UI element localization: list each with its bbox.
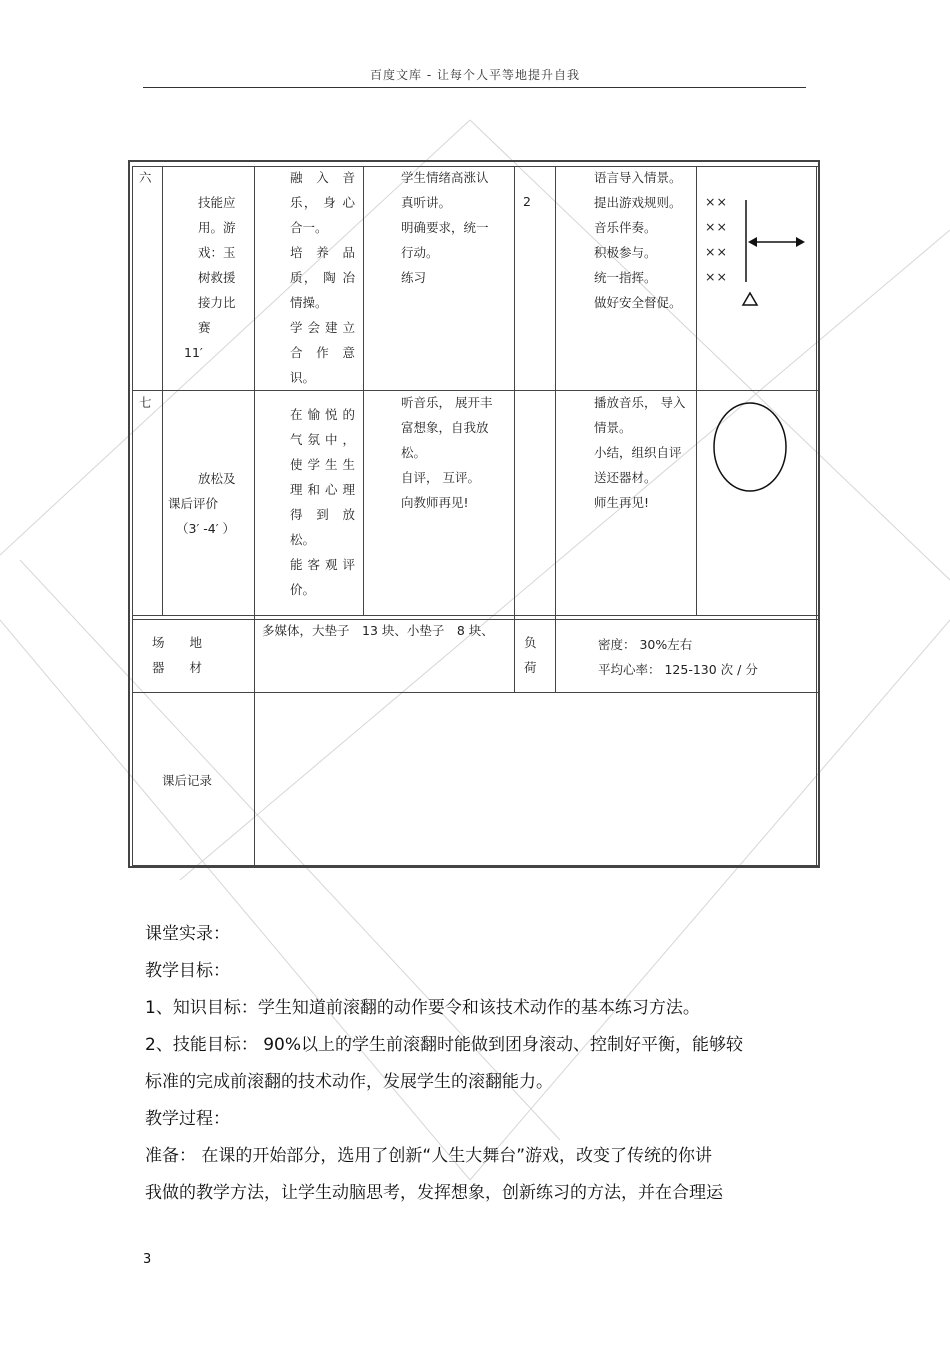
- text-line: 培 养 品: [290, 245, 355, 260]
- text-line: 气 氛 中 ，: [290, 432, 355, 447]
- row6-index: 六: [139, 170, 152, 185]
- row6-content: [178, 190, 248, 365]
- col-divider: [254, 166, 255, 693]
- body-line: 1、知识目标：学生知道前滚翻的动作要令和该技术动作的基本练习方法。: [145, 998, 700, 1018]
- circle-formation: [714, 403, 786, 491]
- row6-student: [401, 165, 489, 290]
- load-label-1: 负: [524, 635, 537, 650]
- text-line: 明确要求，统一: [401, 220, 489, 235]
- student-marks: ××: [705, 219, 728, 234]
- text-line: 乐， 身 心: [290, 195, 355, 210]
- header-rule: [143, 87, 806, 88]
- row7-index: 七: [139, 395, 152, 410]
- row6-count: 2: [523, 194, 531, 209]
- row7-teacher: [594, 390, 685, 515]
- col-divider: [254, 692, 255, 866]
- teacher-triangle-icon: [743, 293, 757, 305]
- col-divider: [816, 166, 817, 866]
- student-marks: ××: [705, 269, 728, 284]
- page-number: 3: [143, 1252, 152, 1267]
- text-line: 学生情绪高涨认: [401, 170, 489, 185]
- body-line: 课堂实录：: [145, 924, 230, 944]
- row7-student: [401, 390, 492, 515]
- lesson-plan-table: [128, 160, 820, 868]
- text-line: 自评， 互评。: [401, 470, 480, 485]
- row-divider: [132, 865, 818, 866]
- col-divider: [514, 166, 515, 693]
- circle-formation-diagram: [710, 400, 790, 495]
- equipment-label-1: 场 地: [152, 635, 203, 650]
- arrow-left-head: [748, 237, 757, 247]
- text-line: 合 作 意: [290, 345, 355, 360]
- row6-teacher: [594, 165, 682, 315]
- text-line: 接力比: [198, 295, 236, 310]
- text-line: 音乐伴奏。: [594, 220, 657, 235]
- body-line: 标准的完成前滚翻的技术动作，发展学生的滚翻能力。: [145, 1072, 553, 1092]
- text-line: 融 入 音: [290, 170, 355, 185]
- text-line: 做好安全督促。: [594, 295, 682, 310]
- text-line: 真听讲。: [401, 195, 452, 210]
- text-line: 松。: [290, 532, 316, 547]
- text-line: 向教师再见!: [401, 495, 469, 510]
- row-divider: [132, 692, 818, 693]
- text-line: 语言导入情景。: [594, 170, 682, 185]
- row7-goals: [290, 402, 355, 602]
- text-line: 情操。: [290, 295, 328, 310]
- text-line: 11′: [184, 345, 203, 360]
- equipment-label-2: 器 材: [152, 660, 203, 675]
- text-line: 合一。: [290, 220, 328, 235]
- text-line: 松。: [401, 445, 427, 460]
- text-line: 小结，组织自评: [594, 445, 682, 460]
- text-line: 播放音乐， 导入: [594, 395, 686, 410]
- text-line: 价。: [290, 582, 316, 597]
- body-line: 我做的教学方法，让学生动脑思考，发挥想象，创新练习的方法，并在合理运: [145, 1183, 723, 1203]
- text-line: 积极参与。: [594, 245, 657, 260]
- student-marks: ××: [705, 194, 728, 209]
- text-line: 赛: [198, 320, 211, 335]
- body-line: 教学目标：: [145, 961, 230, 981]
- text-line: 富想象，自我放: [401, 420, 489, 435]
- text-line: 得 到 放: [290, 507, 355, 522]
- text-line: 情景。: [594, 420, 632, 435]
- body-line: 教学过程：: [145, 1109, 230, 1129]
- row-divider: [132, 615, 818, 616]
- text-line: 统一指挥。: [594, 270, 657, 285]
- col-divider: [162, 166, 163, 616]
- text-line: 学 会 建 立: [290, 320, 355, 335]
- text-line: 树救援: [198, 270, 236, 285]
- text-line: 戏：玉: [198, 245, 236, 260]
- text-line: 练习: [401, 270, 427, 285]
- text-line: 技能应: [198, 195, 236, 210]
- text-line: 能 客 观 评: [290, 557, 355, 572]
- col-divider: [696, 166, 697, 616]
- text-line: 用。游: [198, 220, 236, 235]
- text-line: 课后评价: [168, 496, 219, 511]
- equipment-value: 多媒体，大垫子 13 块、小垫子 8 块、: [262, 623, 494, 638]
- text-line: 行动。: [401, 245, 439, 260]
- text-line: 师生再见!: [594, 495, 650, 510]
- row6-goals: [290, 165, 355, 390]
- col-divider: [555, 166, 556, 693]
- text-line: 识。: [290, 370, 316, 385]
- text-line: 理 和 心 理: [290, 482, 355, 497]
- student-marks: ××: [705, 244, 728, 259]
- heart-rate-value: 平均心率： 125-130 次 / 分: [598, 662, 758, 677]
- text-line: 听音乐， 展开丰: [401, 395, 493, 410]
- row6-formation-marks: [705, 189, 728, 289]
- body-line: 准备： 在课的开始部分，选用了创新“人生大舞台”游戏，改变了传统的你讲: [145, 1146, 713, 1166]
- load-label-2: 荷: [524, 660, 537, 675]
- density-value: 密度： 30%左右: [598, 637, 693, 652]
- text-line: 送还器材。: [594, 470, 657, 485]
- body-line: 2、技能目标： 90%以上的学生前滚翻时能做到团身滚动、控制好平衡，能够较: [145, 1035, 744, 1055]
- text-line: 放松及: [198, 471, 236, 486]
- page-header: 百度文库 - 让每个人平等地提升自我: [370, 68, 580, 82]
- text-line: 质， 陶 冶: [290, 270, 355, 285]
- col-divider: [363, 166, 364, 616]
- text-line: 使 学 生 生: [290, 457, 355, 472]
- col-divider: [132, 166, 133, 866]
- record-label: 课后记录: [162, 773, 213, 788]
- text-line: 在 愉 悦 的: [290, 407, 355, 422]
- text-line: 提出游戏规则。: [594, 195, 682, 210]
- arrow-right-head: [796, 237, 805, 247]
- text-line: （3′ -4′ ）: [176, 521, 236, 536]
- row7-content: [168, 466, 252, 541]
- relay-formation-diagram: [735, 192, 810, 312]
